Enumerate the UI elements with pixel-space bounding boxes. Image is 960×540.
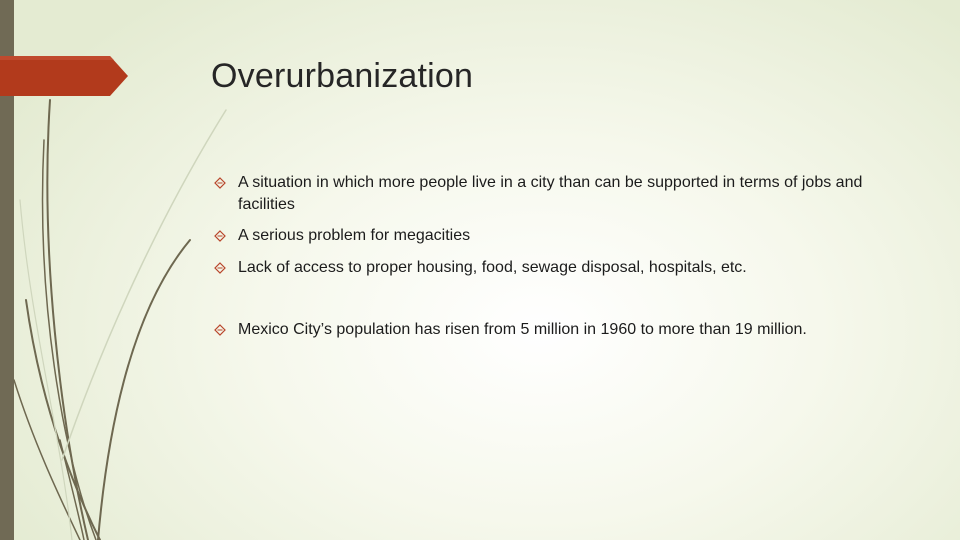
bullet-item bbox=[214, 257, 904, 279]
bullet-text: A situation in which more people live in a city than can be supported in terms of jobs and facilities bbox=[238, 174, 863, 213]
diamond-outline-icon bbox=[214, 324, 226, 336]
slide-title: Overurbanization bbox=[211, 57, 474, 95]
bullet-text: A serious problem for megacities bbox=[238, 227, 471, 244]
title-accent-tab bbox=[0, 56, 128, 96]
bullet-item bbox=[214, 225, 904, 247]
bullet-item bbox=[214, 172, 904, 216]
bullet-text: Mexico City’s population has risen from 5 million in 1960 to more than 19 million. bbox=[238, 321, 807, 338]
bullet-item bbox=[214, 319, 904, 341]
diamond-outline-icon bbox=[214, 262, 226, 274]
diamond-outline-icon bbox=[214, 230, 226, 242]
diamond-outline-icon bbox=[214, 177, 226, 189]
bullet-text: Lack of access to proper housing, food, sewage disposal, hospitals, etc. bbox=[238, 259, 747, 276]
bullet-list bbox=[214, 172, 904, 341]
